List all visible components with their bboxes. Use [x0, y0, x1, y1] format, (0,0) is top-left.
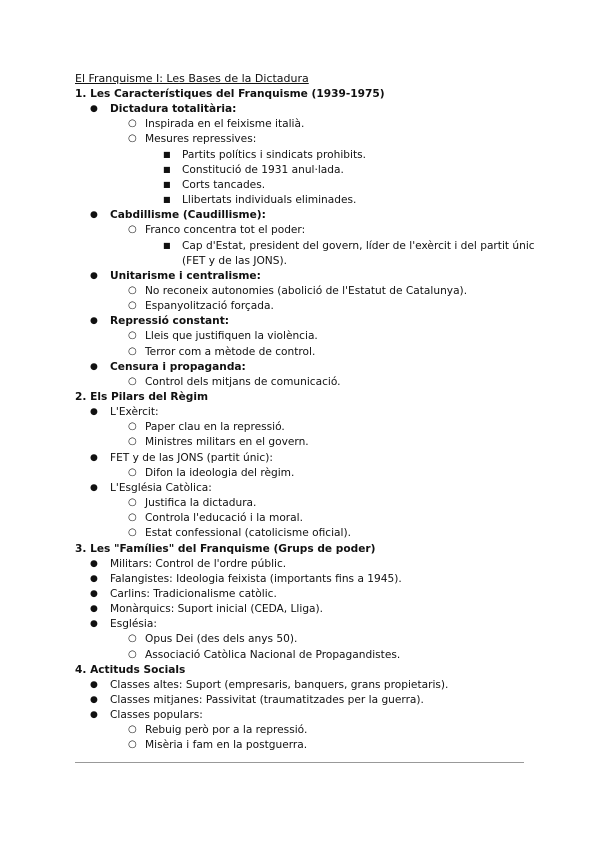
list-item: Església:	[110, 618, 157, 630]
list-item: Classes altes: Suport (empresaris, banquers, grans propietaris).	[110, 679, 449, 691]
horizontal-rule	[75, 762, 524, 763]
list-item: FET y de las JONS (partit únic):	[110, 452, 273, 464]
bullet-icon: ●	[90, 483, 98, 493]
bullet-icon: ○	[128, 512, 137, 523]
list-item: Militars: Control de l'ordre públic.	[110, 558, 287, 570]
list-item: L'Exèrcit:	[110, 406, 159, 418]
list-item: Dictadura totalitària:	[110, 103, 237, 115]
section-heading: 1. Les Característiques del Franquisme (1939-1975)	[75, 88, 385, 100]
bullet-icon: ○	[128, 133, 137, 144]
sub-list-item: Espanyolització forçada.	[145, 300, 274, 312]
bullet-icon: ●	[90, 574, 98, 584]
list-item: Repressió constant:	[110, 315, 230, 327]
bullet-icon: ●	[90, 695, 98, 705]
bullet-icon: ○	[128, 224, 137, 235]
bullet-icon: ○	[128, 436, 137, 447]
bullet-icon: ○	[128, 649, 137, 660]
bullet-icon: ○	[128, 346, 137, 357]
bullet-icon: ○	[128, 330, 137, 341]
list-item: Censura i propaganda:	[110, 361, 246, 373]
bullet-icon: ●	[90, 589, 98, 599]
sub-list-item: Rebuig però por a la repressió.	[145, 724, 308, 736]
sub-sub-list-item: Partits polítics i sindicats prohibits.	[182, 149, 367, 161]
sub-list-item: Ministres militars en el govern.	[145, 436, 309, 448]
bullet-icon: ○	[128, 118, 137, 129]
sub-list-item: Paper clau en la repressió.	[145, 421, 285, 433]
bullet-icon: ■	[163, 180, 171, 189]
sub-list-item: Lleis que justifiquen la violència.	[145, 330, 318, 342]
bullet-icon: ■	[163, 241, 171, 250]
list-item: Carlins: Tradicionalisme catòlic.	[110, 588, 277, 600]
bullet-icon: ■	[163, 165, 171, 174]
bullet-icon: ○	[128, 739, 137, 750]
sub-sub-list-item: Llibertats individuals eliminades.	[182, 194, 357, 206]
sub-list-item: Misèria i fam en la postguerra.	[145, 739, 308, 751]
sub-list-item: Estat confessional (catolicisme oficial).	[145, 527, 351, 539]
bullet-icon: ●	[90, 316, 98, 326]
section-heading: 4. Actituds Socials	[75, 664, 186, 676]
document-title: El Franquisme I: Les Bases de la Dictadura	[75, 72, 309, 85]
sub-sub-list-item: Corts tancades.	[182, 179, 266, 191]
bullet-icon: ○	[128, 527, 137, 538]
bullet-icon: ●	[90, 362, 98, 372]
list-item: Cabdillisme (Caudillisme):	[110, 209, 266, 221]
bullet-icon: ○	[128, 467, 137, 478]
sub-sub-list-item: (FET y de las JONS).	[182, 255, 287, 267]
list-item: Classes populars:	[110, 709, 203, 721]
bullet-icon: ●	[90, 604, 98, 614]
sub-list-item: No reconeix autonomies (abolició de l'Estatut de Catalunya).	[145, 285, 468, 297]
section-heading: 2. Els Pilars del Règim	[75, 391, 209, 403]
bullet-icon: ○	[128, 300, 137, 311]
sub-sub-list-item: Constitució de 1931 anul·lada.	[182, 164, 344, 176]
bullet-icon: ●	[90, 559, 98, 569]
sub-list-item: Control dels mitjans de comunicació.	[145, 376, 341, 388]
bullet-icon: ○	[128, 633, 137, 644]
bullet-icon: ●	[90, 210, 98, 220]
sub-list-item: Franco concentra tot el poder:	[145, 224, 306, 236]
bullet-icon: ●	[90, 271, 98, 281]
bullet-icon: ○	[128, 724, 137, 735]
bullet-icon: ●	[90, 619, 98, 629]
bullet-icon: ●	[90, 680, 98, 690]
section-heading: 3. Les "Famílies" del Franquisme (Grups de poder)	[75, 543, 376, 555]
bullet-icon: ●	[90, 407, 98, 417]
list-item: Classes mitjanes: Passivitat (traumatitzades per la guerra).	[110, 694, 424, 706]
bullet-icon: ●	[90, 710, 98, 720]
sub-list-item: Controla l'educació i la moral.	[145, 512, 303, 524]
bullet-icon: ■	[163, 150, 171, 159]
bullet-icon: ■	[163, 195, 171, 204]
sub-list-item: Opus Dei (des dels anys 50).	[145, 633, 298, 645]
list-item: Falangistes: Ideologia feixista (importants fins a 1945).	[110, 573, 402, 585]
bullet-icon: ○	[128, 421, 137, 432]
list-item: Unitarisme i centralisme:	[110, 270, 261, 282]
bullet-icon: ●	[90, 453, 98, 463]
sub-list-item: Justifica la dictadura.	[145, 497, 257, 509]
sub-list-item: Inspirada en el feixisme italià.	[145, 118, 305, 130]
bullet-icon: ○	[128, 497, 137, 508]
sub-sub-list-item: Cap d'Estat, president del govern, líder de l'exèrcit i del partit únic	[182, 240, 535, 252]
sub-list-item: Associació Catòlica Nacional de Propagandistes.	[145, 649, 401, 661]
list-item: L'Església Catòlica:	[110, 482, 212, 494]
sub-list-item: Difon la ideologia del règim.	[145, 467, 295, 479]
bullet-icon: ○	[128, 285, 137, 296]
sub-list-item: Mesures repressives:	[145, 133, 257, 145]
sub-list-item: Terror com a mètode de control.	[145, 346, 316, 358]
list-item: Monàrquics: Suport inicial (CEDA, Lliga).	[110, 603, 324, 615]
bullet-icon: ●	[90, 104, 98, 114]
bullet-icon: ○	[128, 376, 137, 387]
